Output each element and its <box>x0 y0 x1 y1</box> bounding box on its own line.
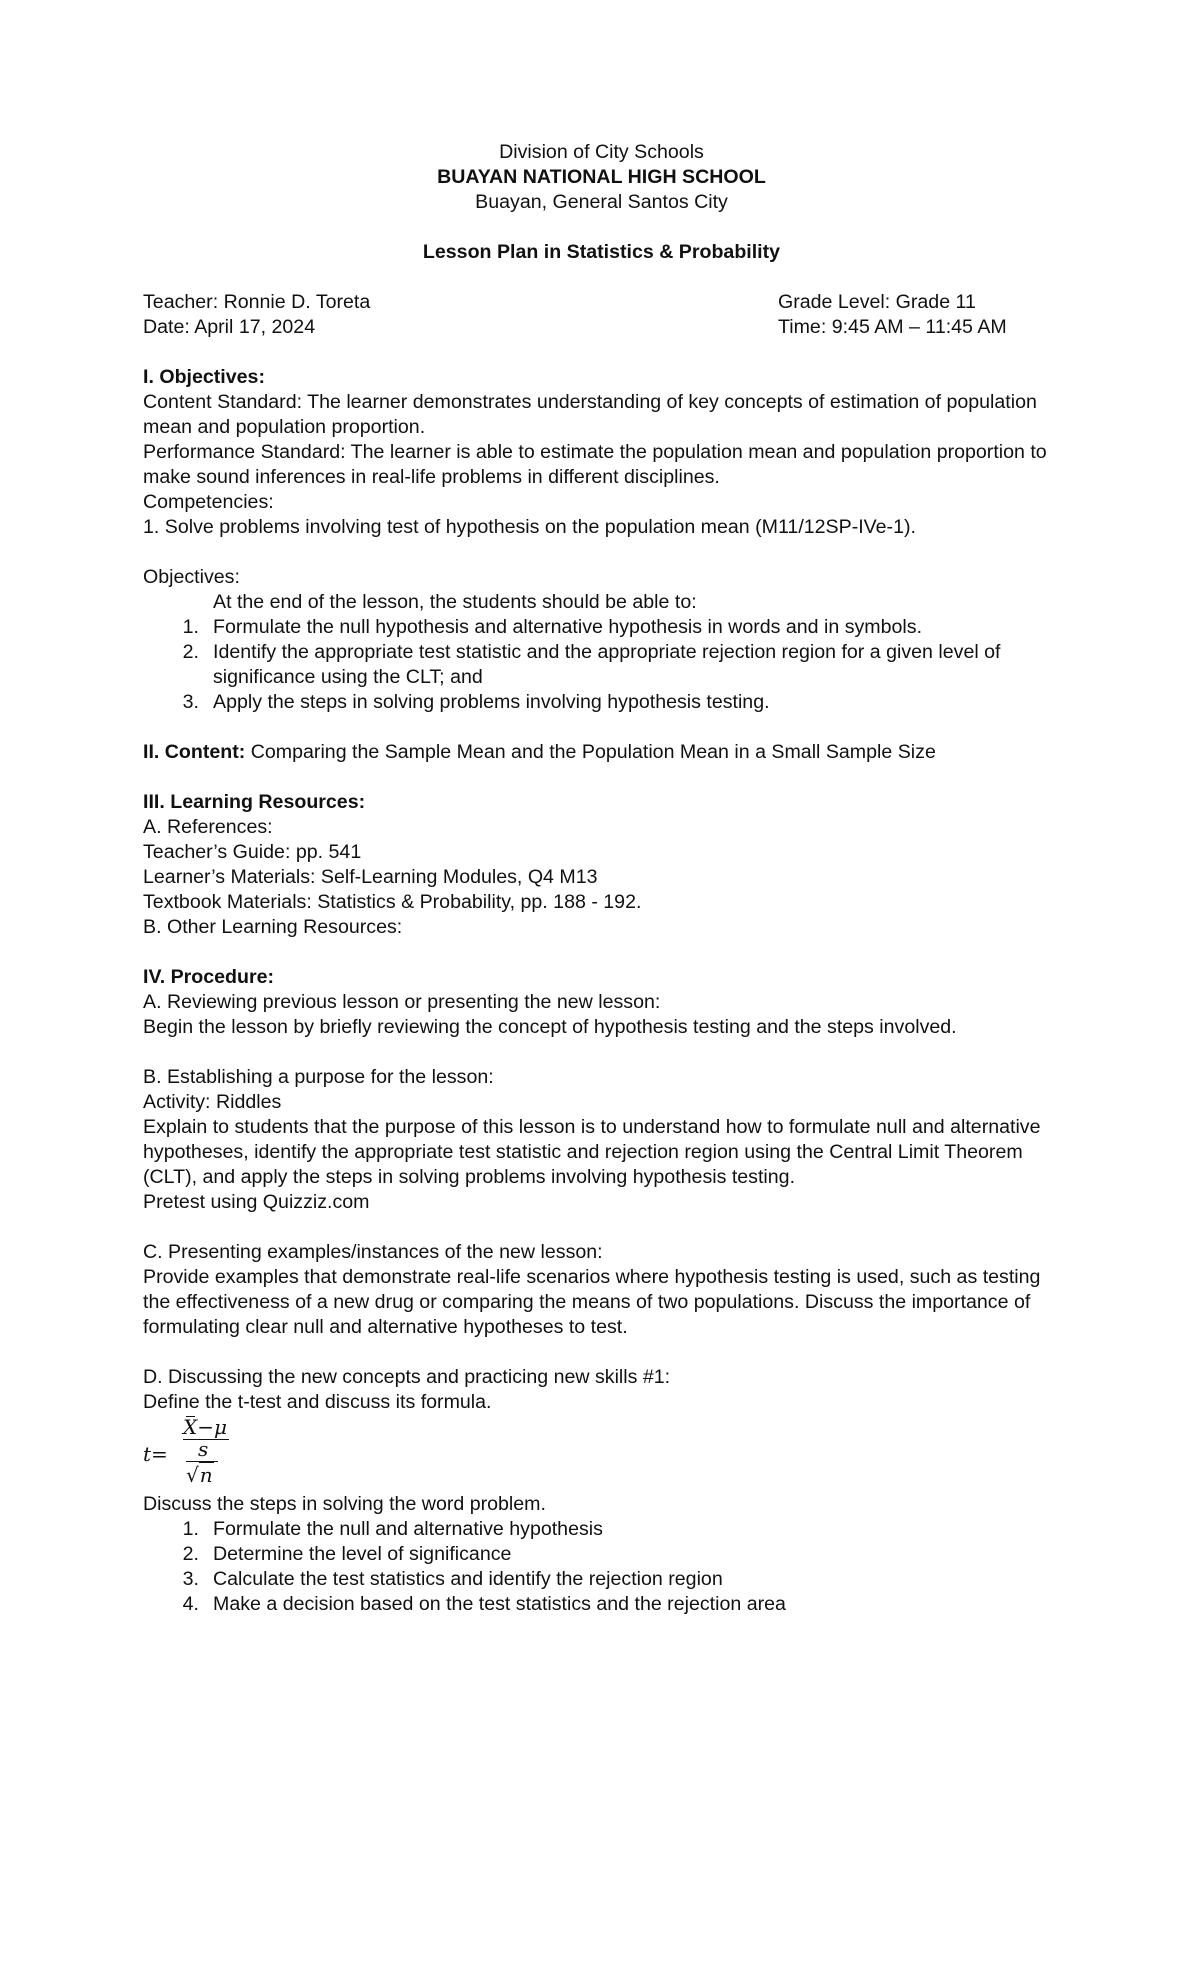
list-item: 4. Make a decision based on the test statistics and the rejection area <box>182 1593 786 1615</box>
content-heading: II. Content: <box>143 741 246 763</box>
procedure-a-title: A. Reviewing previous lesson or presenting the new lesson: <box>143 991 661 1013</box>
learners-materials: Learner’s Materials: Self-Learning Modules, Q4 M13 <box>143 866 598 888</box>
content-section <box>143 740 1060 765</box>
list-item: 1. Formulate the null hypothesis and alternative hypothesis in words and in symbols. <box>182 616 923 638</box>
grade-level-field: Grade Level: Grade 11 <box>778 291 976 313</box>
steps-list <box>143 1517 1060 1617</box>
formula-xbar: X <box>183 1415 198 1439</box>
objectives-heading: I. Objectives: <box>143 366 265 388</box>
other-resources: B. Other Learning Resources: <box>143 916 403 938</box>
competencies-label: Competencies: <box>143 491 274 513</box>
list-item: 2. Identify the appropriate test statistic and the appropriate rejection region for a given level of significance using the CLT; and <box>182 641 1001 688</box>
objectives-label: Objectives: <box>143 566 240 588</box>
content-standard: Content Standard: The learner demonstrates understanding of key concepts of estimation of population mean and population proportion. <box>143 391 1037 438</box>
radical-icon: √ <box>186 1463 199 1487</box>
t-test-formula <box>143 1415 1060 1492</box>
objectives-list <box>143 615 1060 715</box>
procedure-a-text: Begin the lesson by briefly reviewing the concept of hypothesis testing and the steps involved. <box>143 1016 957 1038</box>
procedure-b-pretest: Pretest using Quizziz.com <box>143 1191 370 1213</box>
info-row-2 <box>143 315 1060 340</box>
content-text: Comparing the Sample Mean and the Population Mean in a Small Sample Size <box>245 741 936 763</box>
performance-standard: Performance Standard: The learner is able to estimate the population mean and population proportion to make sound inferences in real-life problems in different disciplines. <box>143 441 1047 488</box>
date-field: Date: April 17, 2024 <box>143 316 316 338</box>
list-item: 1. Formulate the null and alternative hypothesis <box>182 1518 603 1540</box>
document-title: Lesson Plan in Statistics & Probability <box>422 241 781 263</box>
division-line: Division of City Schools <box>499 141 704 163</box>
school-location: Buayan, General Santos City <box>475 191 728 213</box>
procedure-d-title: D. Discussing the new concepts and practicing new skills #1: <box>143 1366 671 1388</box>
objectives-intro: At the end of the lesson, the students should be able to: <box>213 591 697 613</box>
competency-item: 1. Solve problems involving test of hypothesis on the population mean (M11/12SP-IVe-1). <box>143 516 916 538</box>
procedure-b-activity: Activity: Riddles <box>143 1091 282 1113</box>
resources-heading: III. Learning Resources: <box>143 791 366 813</box>
teacher-field: Teacher: Ronnie D. Toreta <box>143 291 371 313</box>
time-field: Time: 9:45 AM – 11:45 AM <box>778 316 1007 338</box>
procedure-d-define: Define the t-test and discuss its formula. <box>143 1391 492 1413</box>
procedure-b-text: Explain to students that the purpose of this lesson is to understand how to formulate null and alternative hypotheses, identify the appropriate test statistic and rejection region using the Central Limit Theorem (CLT), and apply the steps in solving problems involving hypothesis testing. <box>143 1116 1041 1188</box>
textbook-materials: Textbook Materials: Statistics & Probability, pp. 188 - 192. <box>143 891 642 913</box>
list-item: 3. Calculate the test statistics and identify the rejection region <box>182 1568 723 1590</box>
references-label: A. References: <box>143 816 273 838</box>
procedure-c-text: Provide examples that demonstrate real-life scenarios where hypothesis testing is used, such as testing the effectiveness of a new drug or comparing the means of two populations. Discuss the importance of formulating clear null and alternative hypotheses to test. <box>143 1266 1041 1338</box>
info-row-1 <box>143 290 1060 315</box>
formula-n: n <box>199 1463 213 1487</box>
list-item: 2. Determine the level of significance <box>182 1543 512 1565</box>
steps-intro: Discuss the steps in solving the word problem. <box>143 1493 546 1515</box>
procedure-b-title: B. Establishing a purpose for the lesson: <box>143 1066 494 1088</box>
formula-lhs: t= <box>143 1442 168 1466</box>
formula-s: s <box>198 1437 209 1461</box>
formula-minus-mu: −μ <box>197 1415 228 1439</box>
teachers-guide: Teacher’s Guide: pp. 541 <box>143 841 362 863</box>
procedure-heading: IV. Procedure: <box>143 966 275 988</box>
procedure-c-title: C. Presenting examples/instances of the new lesson: <box>143 1241 603 1263</box>
school-name: BUAYAN NATIONAL HIGH SCHOOL <box>437 166 766 188</box>
formula-sqrt-n <box>186 1463 214 1488</box>
list-item: 3. Apply the steps in solving problems involving hypothesis testing. <box>182 691 770 713</box>
